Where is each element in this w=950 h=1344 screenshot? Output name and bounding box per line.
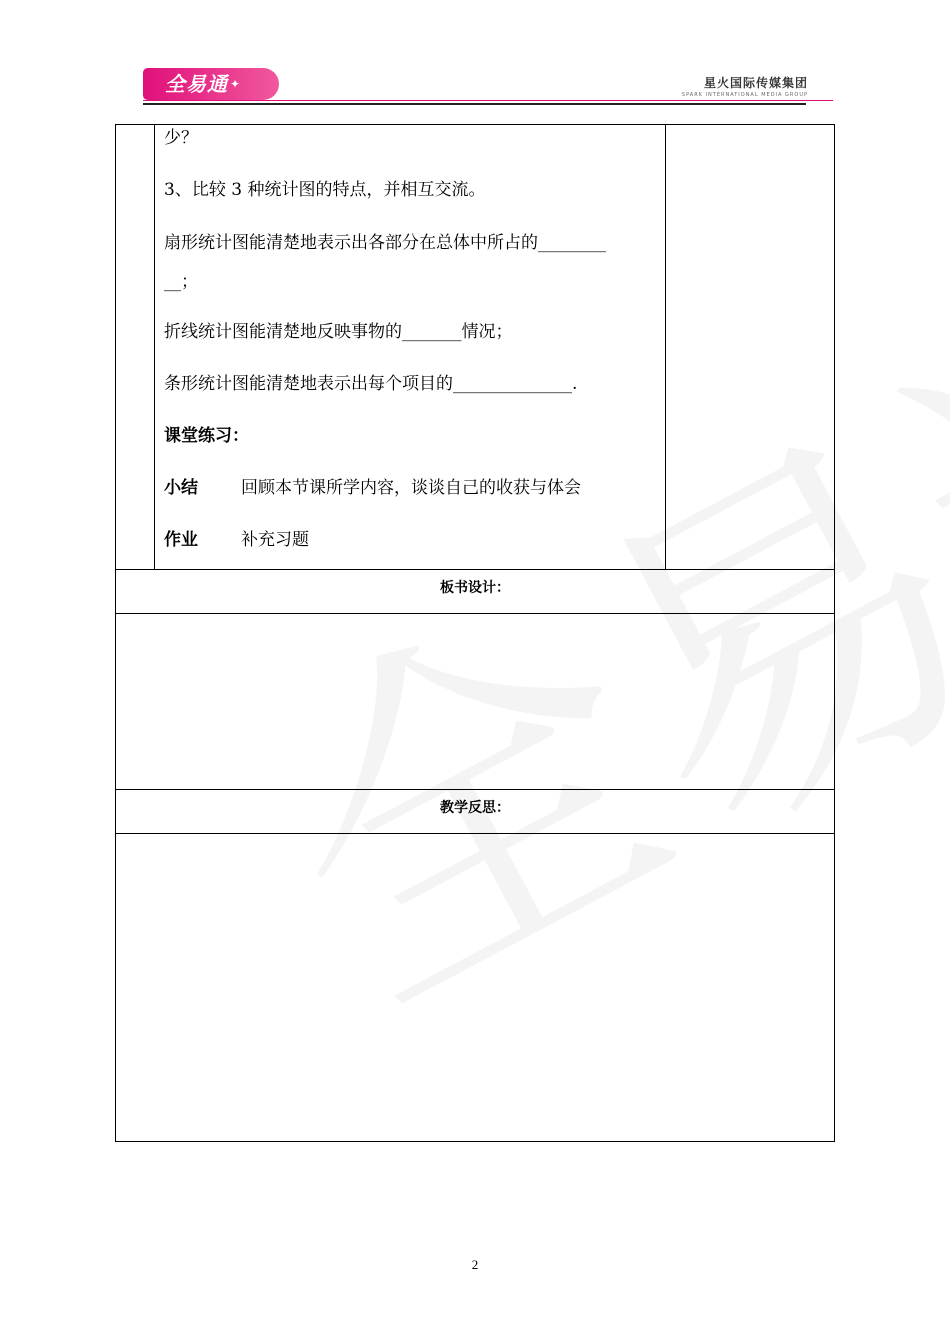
content-line-chart-blank: 折线统计图能清楚地反映事物的_______情况； — [164, 322, 513, 342]
brand-logo — [143, 68, 279, 100]
table-row-divider — [115, 569, 835, 570]
content-pie-chart-blank-end: __； — [164, 272, 198, 292]
page-number: 2 — [471, 1257, 479, 1272]
lesson-table — [115, 124, 835, 1142]
company-brand — [682, 74, 808, 98]
table-row-divider — [115, 789, 835, 790]
table-col-divider-left — [154, 124, 155, 570]
table-row-divider — [115, 833, 835, 834]
content-line-continuation: 少？ — [164, 128, 198, 148]
company-name-cn: 星火国际传媒集团 — [703, 76, 808, 90]
logo-text: 全易通 — [165, 72, 228, 96]
homework-text: 补充习题 — [241, 530, 309, 550]
summary-text: 回顾本节课所学内容，谈谈自己的收获与体会 — [241, 478, 581, 498]
summary-label: 小结 — [164, 478, 198, 498]
practice-heading: 课堂练习： — [164, 426, 249, 446]
table-row-divider — [115, 613, 835, 614]
logo-star-icon: ✦ — [230, 77, 242, 91]
content-bar-chart-blank: 条形统计图能清楚地表示出每个项目的______________. — [164, 374, 578, 394]
table-col-divider-right — [665, 124, 666, 570]
homework-label: 作业 — [164, 530, 198, 550]
reflection-title: 教学反思： — [440, 800, 510, 816]
header-divider-black — [143, 103, 806, 105]
content-question-3: 3、比较 3 种统计图的特点，并相互交流。 — [164, 180, 486, 200]
board-design-title: 板书设计： — [440, 580, 510, 596]
company-name-en: SPARK INTERNATIONAL MEDIA GROUP — [681, 92, 808, 98]
content-pie-chart-blank: 扇形统计图能清楚地表示出各部分在总体中所占的________ — [164, 233, 606, 253]
header-divider-pink — [143, 100, 833, 101]
